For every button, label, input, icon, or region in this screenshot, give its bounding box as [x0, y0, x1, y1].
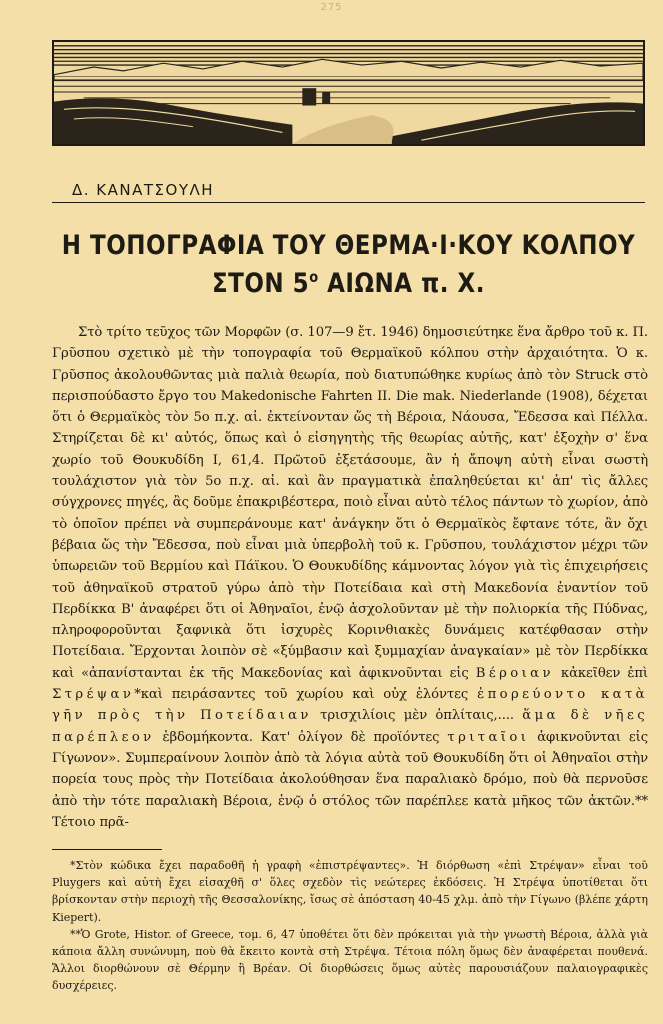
body-text: τρισχιλίοις μὲν ὁπλίταις,....	[311, 708, 523, 724]
page-number: 275	[320, 2, 343, 13]
article-body	[52, 322, 648, 833]
footnotes	[52, 857, 648, 995]
footnote-1: *Στὸν κώδικα ἔχει παραδοθῆ ἡ γραφὴ «ἐπιστρέψαντες». Ἡ διόρθωση «ἐπὶ Στρέψαν» εἶναι τοῦ Pluygers καὶ αὐτὴ ἔχει εἰσαχθῆ σ' ὅλες σχεδὸν τὶς νεώτερες ἐκδόσεις. Ἡ Στρέψα ὑποτίθεται ὅτι βρίσκονταν στὴν περιοχὴ τῆς Θεσσαλονίκης, ἴσως σὲ ἀπόσταση 40-45 χλμ. ἀπὸ τὴν Γίγωνο (βλέπε χάρτη Kiepert).	[52, 859, 648, 924]
spaced-text-tritaioi: τριταῖοι	[447, 729, 530, 745]
bay-landscape-engraving	[52, 40, 645, 146]
body-text: κἀκεῖθεν ἐπὶ	[553, 665, 648, 681]
article-paragraph	[52, 322, 648, 833]
article-title-line-1: Η ΤΟΠΟΓΡΑΦΙΑ ΤΟΥ ΘΕΡΜΑ·Ι·ΚΟΥ ΚΟΛΠΟΥ	[61, 231, 636, 261]
body-text: *καὶ πειράσαντες τοῦ χωρίου καὶ οὐχ ἑλόντες	[134, 687, 478, 703]
author-name: Δ. ΚΑΝΑΤΣΟΥΛΗ	[72, 181, 215, 199]
body-text: Στὸ τρίτο τεῦχος τῶν Μορφῶν (σ. 107—9 ἔτ. 1946) δημοσιεύτηκε ἕνα ἄρθρο τοῦ κ. Π. Γρῦσπου σχετικὸ μὲ τὴν τοπογραφία τοῦ Θερμαϊκοῦ κόλπου στὴν ἀρχαιότητα. Ὁ κ. Γρῦσπος ἀκολουθῶντας μιὰ παλιὰ θεωρία, ποὺ διατυπώθηκε κυρίως ἀπὸ τὸν Struck στὸ περισπούδαστο ἔργο του Makedonische Fahrten II. Die mak. Niederlande (1908), δέχεται ὅτι ὁ Θερμαϊκὸς τὸν 5ο π.χ. αἰ. ἐκτείνονταν ὥς τὴ Βέροια, Νάουσα, Ἔδεσσα καὶ Πέλλα. Στηρίζεται δὲ κι' αὐτός, ὅπως καὶ ὁ εἰσηγητὴς τῆς θεωρίας αὐτῆς, κατ' ἐξοχὴν σ' ἕνα χωρίο τοῦ Θουκυδίδη Ι, 61,4. Πρῶτοῦ ἐξετάσουμε, ἂν ἡ ἄποψη αὐτὴ εἶναι σωστὴ τουλάχιστον γιὰ τὸν 5ο π.χ. αἰ. καὶ ἂν πραγματικὰ ἐπαληθεύεται κι' ἀπ' τὶς ἄλλες σύγχρονες πηγές, ἂς δοῦμε ἐπακριβέστερα, ποιὸ εἶναι αὐτὸ τέλος πάντων τὸ χωρίον, ἀπὸ τὸ ὁποῖον πρέπει νὰ συμπεράνουμε κατ' ἀνάγκην ὅτι ὁ Θερμαϊκὸς ἔφτανε τότε, ἂν ὄχι βέβαια ὥς τὴν Ἔδεσσα, ποὺ εἶναι μιὰ ὑπερβολὴ τοῦ κ. Γρῦσπου, τουλάχιστον μέχρι τῶν ὑπωρειῶν τοῦ Βερμίου καὶ Πάϊκου. Ὁ Θουκυδίδης κάμνοντας λόγον γιὰ τὶς ἐπιχειρήσεις τοῦ ἀθηναϊκοῦ στρατοῦ γύρω ἀπὸ τὴν Ποτείδαια καὶ στὴ Μακεδονία ἐναντίον τοῦ Περδίκκα Β' ἀναφέρει ὅτι οἱ Ἀθηναῖοι, ἐνῷ ἀσχολοῦνταν μὲ τὴν πολιορκία τῆς Πύδνας, πληροφοροῦνται ξαφνικὰ ὅτι ἰσχυρὲς Κορινθιακὲς δυνάμεις κατέφθασαν στὴν Ποτείδαια. Ἔρχονται λοιπὸν σὲ «ξύμβασιν καὶ ξυμμαχίαν ἀναγκαίαν» μὲ τὸν Περδίκκα καὶ «ἀπανίστανται ἐκ τῆς Μακεδονίας καὶ ἀφικνοῦνται εἰς	[52, 325, 648, 681]
body-text: ἀφικνοῦνται εἰς Γίγωνον». Συμπεραίνουν λοιπὸν ἀπὸ τὰ λόγια αὐτὰ τοῦ Θουκυδίδη ὅτι οἱ Ἀθηναῖοι στὴν πορεία τους πρὸς τὴν Ποτείδαια ἀκολούθησαν ἕνα παραλιακὸ δρόμο, ποὺ θὰ περνοῦσε ἀπὸ τὴν τότε παραλιακὴ Βέροια, ἐνῷ ὁ στόλος τῶν παρέπλεε κατὰ μῆκος τῶν ἀκτῶν.** Τέτοιο πρᾶ-	[52, 729, 648, 830]
article-title-line-2: ΣΤΟΝ $5^o$ ΑΙΩΝΑ π. Χ.	[211, 269, 486, 299]
spaced-text-beroia: Βέροιαν	[475, 665, 554, 681]
author-divider	[52, 202, 645, 203]
spaced-text-strepsa: Στρέψαν	[52, 687, 135, 703]
body-text: ἑβδομήκοντα. Κατ' ὀλίγον δὲ προϊόντες	[154, 729, 448, 745]
footnote-divider	[52, 849, 162, 850]
spaced-text-hama: ἅμα δὲ νῆες παρέπλεον	[52, 708, 648, 745]
footnote-2: **Ὁ Grote, Histor. of Greece, τομ. 6, 47 ὑποθέτει ὅτι δὲν πρόκειται γιὰ τὴν γνωστὴ Βέροια, ἀλλὰ γιὰ κάποια ἄλλη συνώνυμη, ποὺ θὰ ἔκειτο κοντὰ στὴ Στρέψα. Τέτοια πόλη ὅμως δὲν ἀναφέρεται πουθενά. Ἄλλοι διορθώνουν σὲ Θέρμην ἢ Βρέαν. Οἱ διορθώσεις ὅμως αὐτὲς παρουσιάζουν παλαιογραφικὲς δυσχέρειες.	[52, 927, 648, 993]
spaced-text-eporeuonto: ἐπορεύοντο κατὰ γῆν πρὸς τὴν Ποτείδαιαν	[52, 687, 648, 724]
